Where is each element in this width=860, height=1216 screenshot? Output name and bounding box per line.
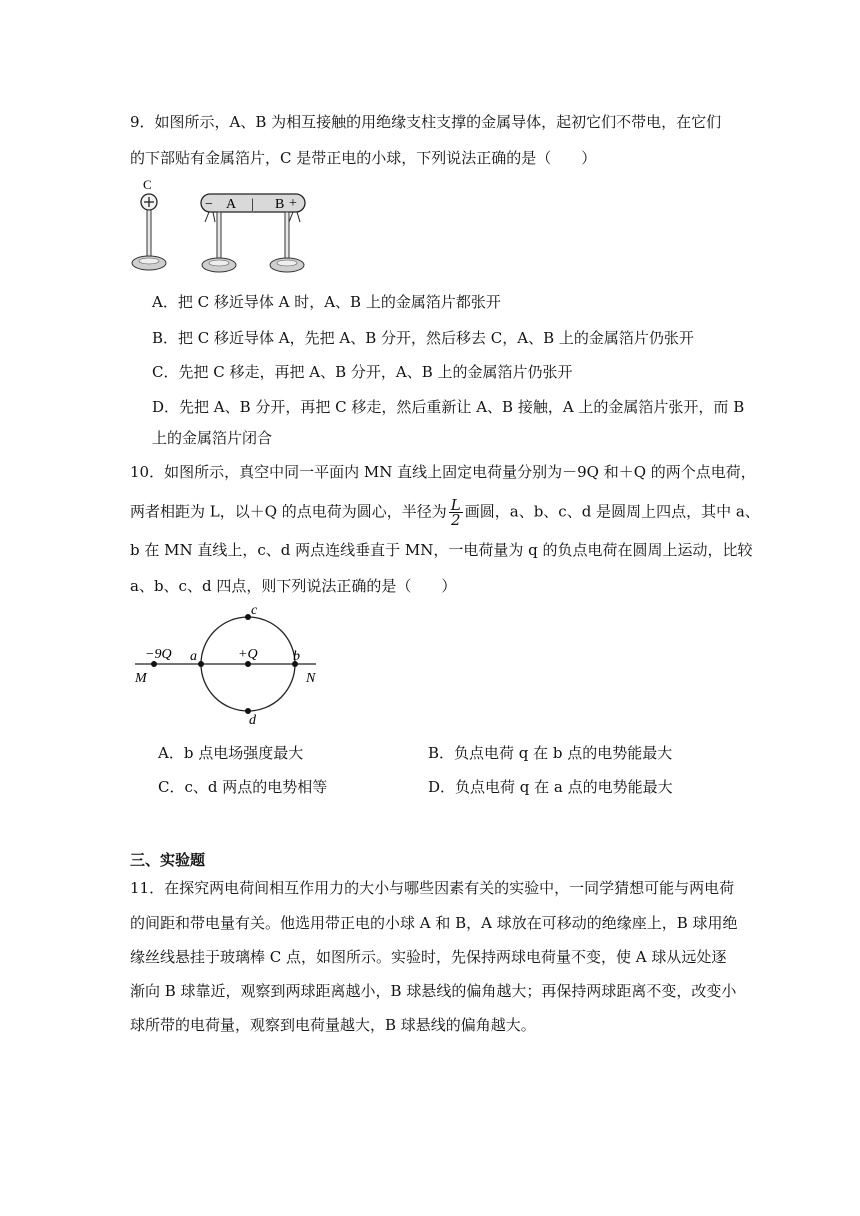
q10-stem-line3: b 在 MN 直线上，c、d 两点连线垂直于 MN，一电荷量为 q 的负点电荷在圆周上运动，比较 [130,541,753,559]
q11-line5: 球所带的电荷量，观察到电荷量越大，B 球悬线的偏角越大。 [130,1016,536,1034]
q9-label-b: B [275,197,285,212]
label-m: M [135,671,147,686]
fraction-numerator: L [450,496,461,514]
label-c: c [251,603,258,618]
q9-option-d-line1: D．先把 A、B 分开，再把 C 移走，然后重新让 A、B 接触，A 上的金属箔片张开，而 B [152,398,745,416]
label-n: N [306,671,316,686]
q10-stem-line2-part1: 两者相距为 L，以＋Q 的点电荷为圆心，半径为 [130,502,447,521]
q11-line1: 11．在探究两电荷间相互作用力的大小与哪些因素有关的实验中，一同学猜想可能与两电荷 [130,879,735,897]
q9-option-a: A．把 C 移近导体 A 时，A、B 上的金属箔片都张开 [152,293,501,311]
label-d: d [249,713,256,728]
q9-figure-conductors [125,176,325,278]
q10-figure-circle [130,600,330,730]
q9-divider: | [251,197,254,212]
fraction-denominator: 2 [451,511,461,529]
radius-fraction [449,498,463,527]
q10-stem-line1: 10．如图所示，真空中同一平面内 MN 直线上固定电荷量分别为－9Q 和＋Q 的两个点电荷， [130,463,756,481]
label-b: b [293,649,300,664]
label-a: a [190,649,197,664]
label-plus-q: +Q [238,647,258,662]
q10-stem-line2 [130,498,760,527]
foil-b [289,212,300,222]
q9-stem-line1: 9．如图所示，A、B 为相互接触的用绝缘支柱支撑的金属导体，起初它们不带电，在它们 [130,113,722,131]
q10-stem-line2-part2: 画圆，a、b、c、d 是圆周上四点，其中 a、 [464,502,760,521]
q10-option-a: A．b 点电场强度最大 [158,744,304,762]
q9-option-b: B．把 C 移近导体 A，先把 A、B 分开，然后移去 C，A、B 上的金属箔片仍张开 [152,329,694,347]
q9-label-c: C [143,177,152,192]
q11-line4: 渐向 B 球靠近，观察到两球距离越小，B 球悬线的偏角越大；再保持两球距离不变，改变小 [130,982,737,1000]
q9-plus-sign: + [289,196,297,211]
q9-minus-sign: − [205,197,213,212]
q10-option-c: C．c、d 两点的电势相等 [158,778,328,796]
q10-option-d: D．负点电荷 q 在 a 点的电势能最大 [428,778,673,796]
q11-line2: 的间距和带电量有关。他选用带正电的小球 A 和 B，A 球放在可移动的绝缘座上，B 球用绝 [130,914,738,932]
q10-stem-line4: a、b、c、d 四点，则下列说法正确的是（ ） [130,577,457,595]
q9-option-c: C．先把 C 移走，再把 A、B 分开，A、B 上的金属箔片仍张开 [152,363,573,381]
q11-line3: 缘丝线悬挂于玻璃棒 C 点，如图所示。实验时，先保持两球电荷量不变，使 A 球从远处逐 [130,948,727,966]
q10-option-b: B．负点电荷 q 在 b 点的电势能最大 [428,744,673,762]
section-title: 三、实验题 [130,851,206,869]
q9-stem-line2: 的下部贴有金属箔片，C 是带正电的小球，下列说法正确的是（ ） [130,149,597,167]
foil-a [205,212,215,222]
q9-label-a: A [226,197,237,212]
point-a [198,661,204,667]
label-minus-9q: −9Q [145,647,172,662]
q9-option-d-line2: 上的金属箔片闭合 [152,429,273,447]
